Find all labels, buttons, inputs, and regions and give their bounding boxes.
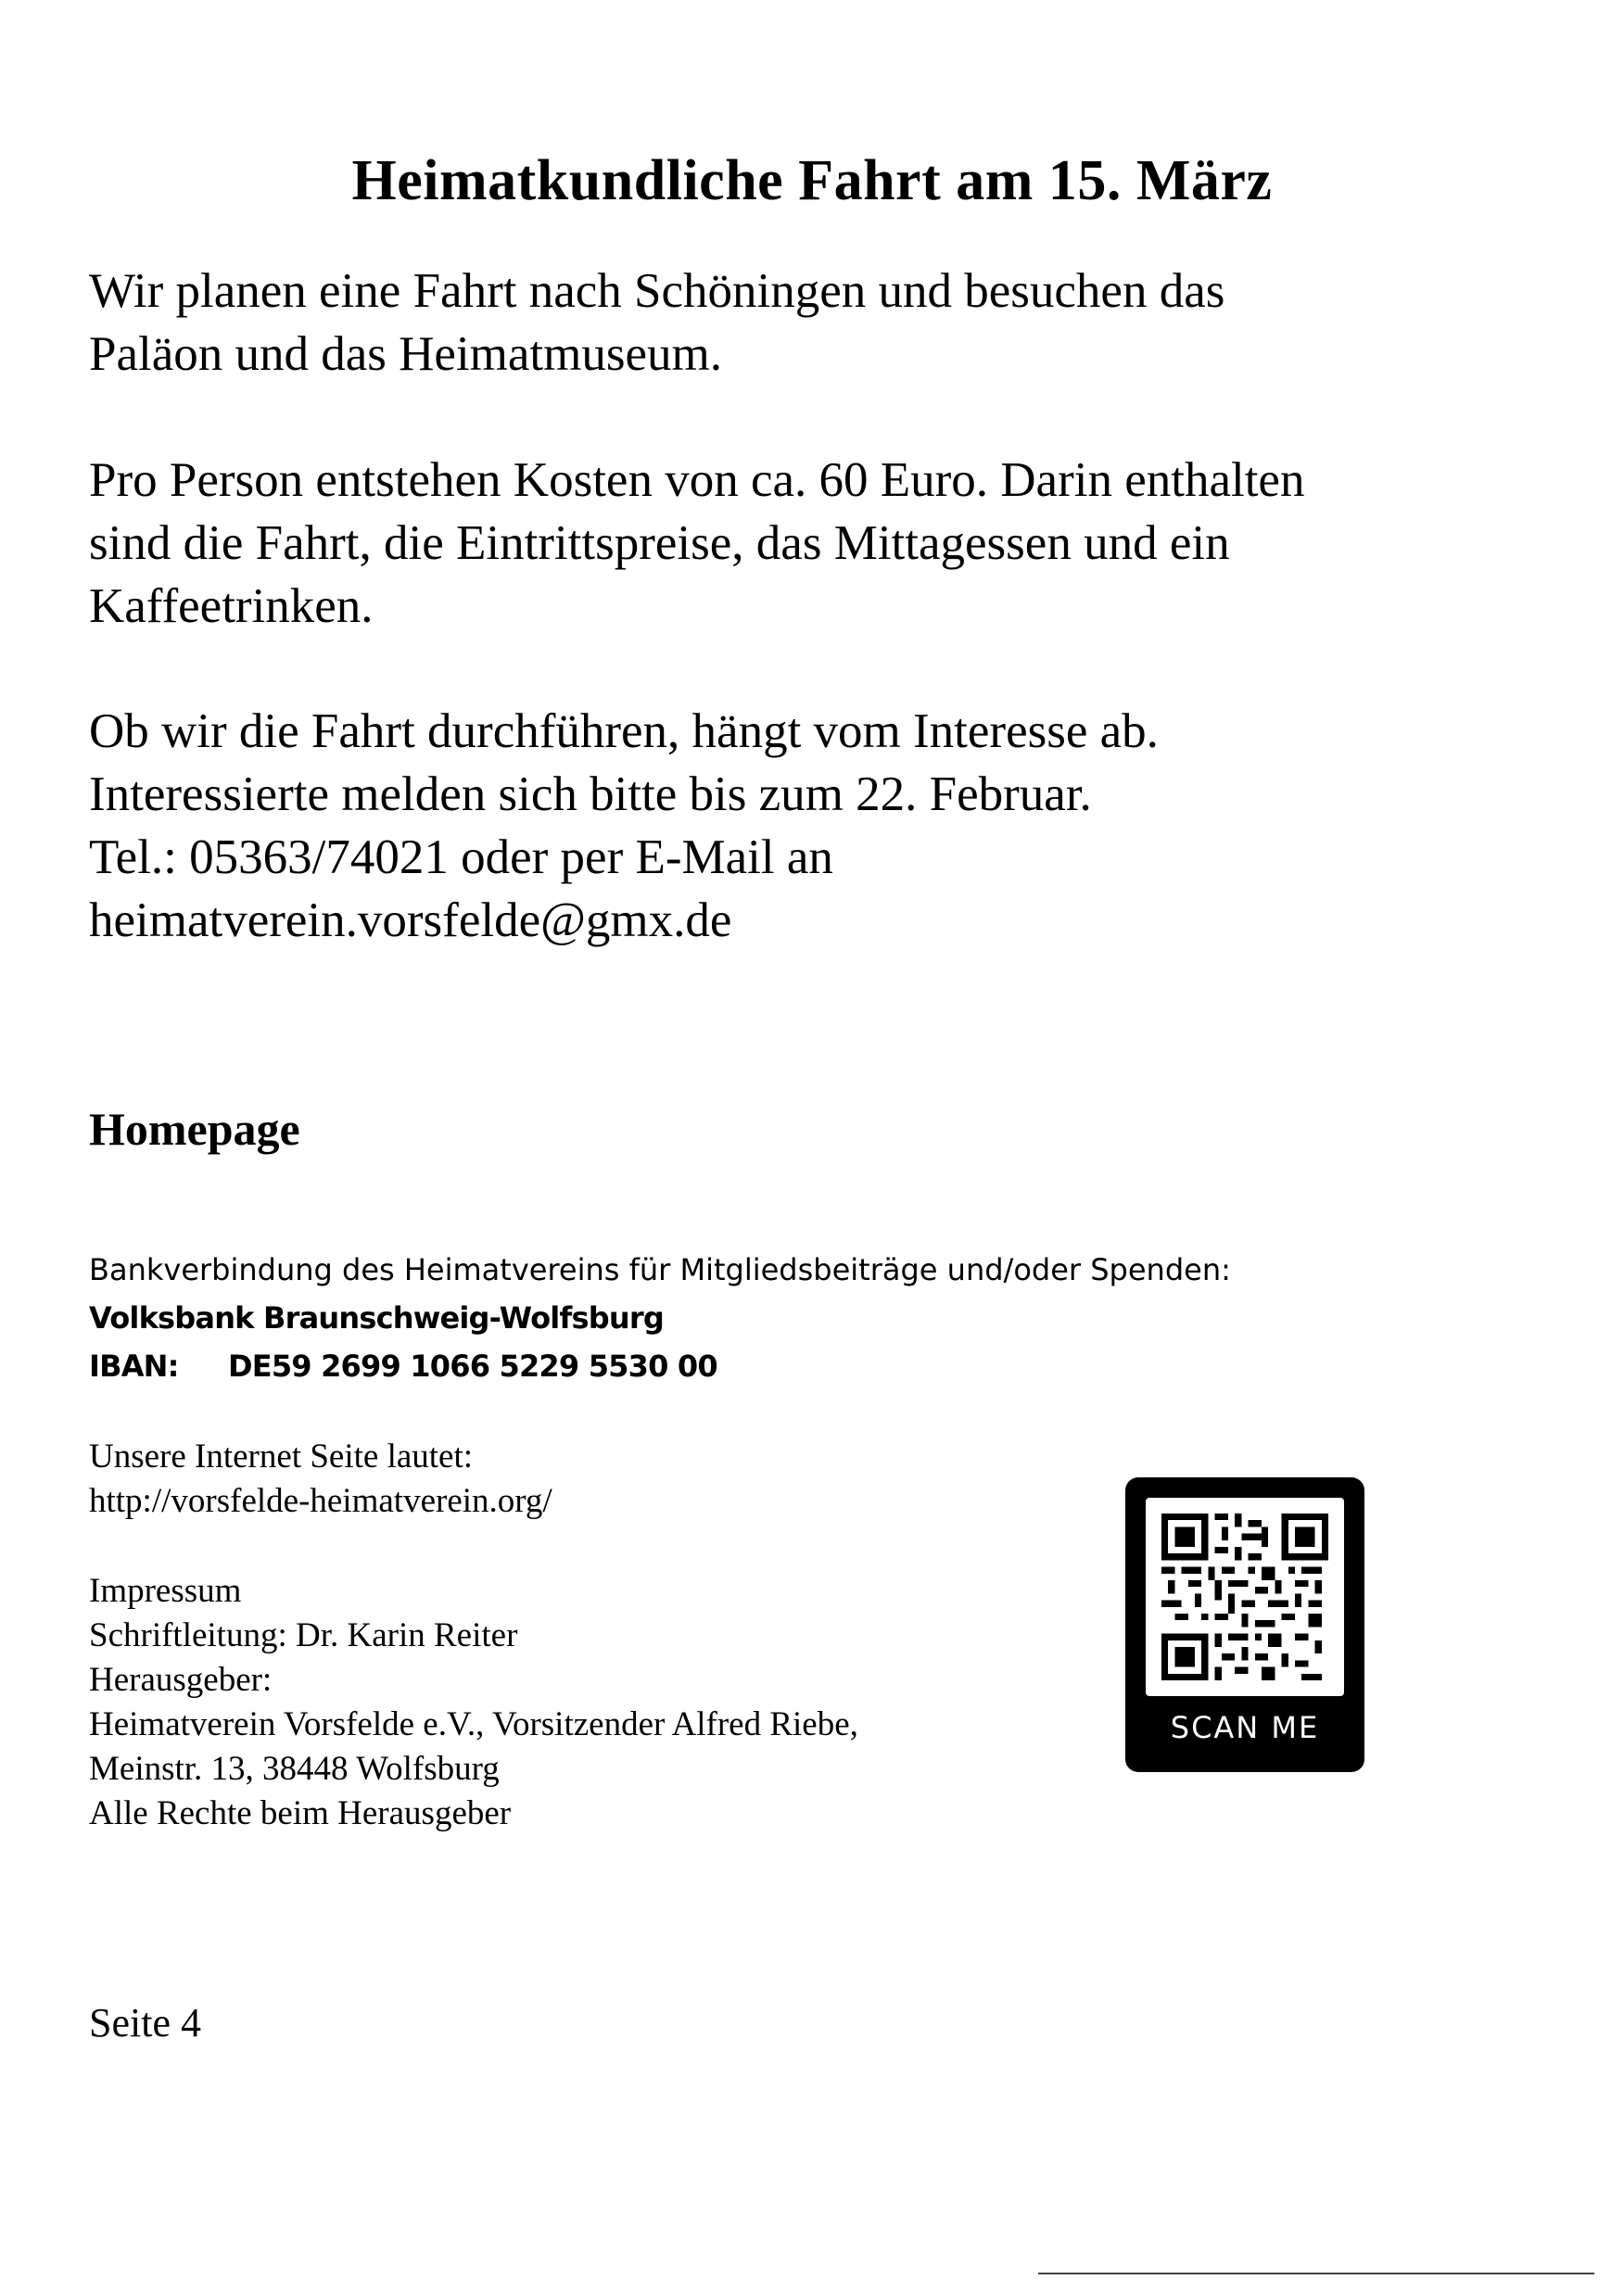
text-line: Wir planen eine Fahrt nach Schöningen und besuchen das bbox=[89, 264, 1225, 318]
iban-row bbox=[89, 1342, 1479, 1390]
bank-name: Volksbank Braunschweig-Wolfsburg bbox=[89, 1300, 664, 1336]
impressum-line: Meinstr. 13, 38448 Wolfsburg bbox=[89, 1750, 500, 1788]
contact-email: heimatverein.vorsfelde@gmx.de bbox=[89, 893, 732, 947]
text-line: Ob wir die Fahrt durchführen, hängt vom Interesse ab. bbox=[89, 704, 1159, 758]
website-intro: Unsere Internet Seite lautet: bbox=[89, 1438, 474, 1476]
footer-rule bbox=[1038, 2273, 1594, 2274]
bank-details bbox=[89, 1246, 1479, 1390]
registration-paragraph bbox=[89, 700, 1572, 952]
page-number: Seite 4 bbox=[89, 2000, 201, 2046]
trip-paragraph bbox=[89, 260, 1572, 386]
impressum-line: Impressum bbox=[89, 1572, 242, 1610]
iban-label: IBAN: bbox=[89, 1349, 179, 1384]
text-line: Pro Person entstehen Kosten von ca. 60 Euro. Darin enthalten bbox=[89, 453, 1305, 507]
bank-intro: Bankverbindung des Heimatvereins für Mitgliedsbeiträge und/oder Spenden: bbox=[89, 1252, 1231, 1287]
impressum-line: Herausgeber: bbox=[89, 1661, 273, 1699]
text-line: Kaffeetrinken. bbox=[89, 579, 374, 633]
iban-value: DE59 2699 1066 5229 5530 00 bbox=[228, 1349, 717, 1384]
impressum-line: Schriftleitung: Dr. Karin Reiter bbox=[89, 1616, 518, 1654]
impressum-line: Heimatverein Vorsfelde e.V., Vorsitzender Alfred Riebe, bbox=[89, 1705, 858, 1743]
qr-code-icon bbox=[1146, 1498, 1344, 1696]
website-info bbox=[89, 1435, 552, 1524]
homepage-heading: Homepage bbox=[89, 1103, 300, 1155]
qr-code-badge bbox=[1125, 1477, 1364, 1772]
scan-me-label: SCAN ME bbox=[1170, 1710, 1320, 1745]
text-line: Paläon und das Heimatmuseum. bbox=[89, 327, 722, 381]
text-line: Interessierte melden sich bitte bis zum 22. Februar. bbox=[89, 767, 1092, 821]
cost-paragraph bbox=[89, 449, 1572, 638]
impressum bbox=[89, 1569, 858, 1836]
website-url: http://vorsfelde-heimatverein.org/ bbox=[89, 1482, 552, 1520]
impressum-line: Alle Rechte beim Herausgeber bbox=[89, 1794, 512, 1832]
page-title: Heimatkundliche Fahrt am 15. März bbox=[351, 149, 1273, 212]
text-line: sind die Fahrt, die Eintrittspreise, das Mittagessen und ein bbox=[89, 516, 1230, 570]
contact-phone: Tel.: 05363/74021 oder per E-Mail an bbox=[89, 830, 833, 884]
